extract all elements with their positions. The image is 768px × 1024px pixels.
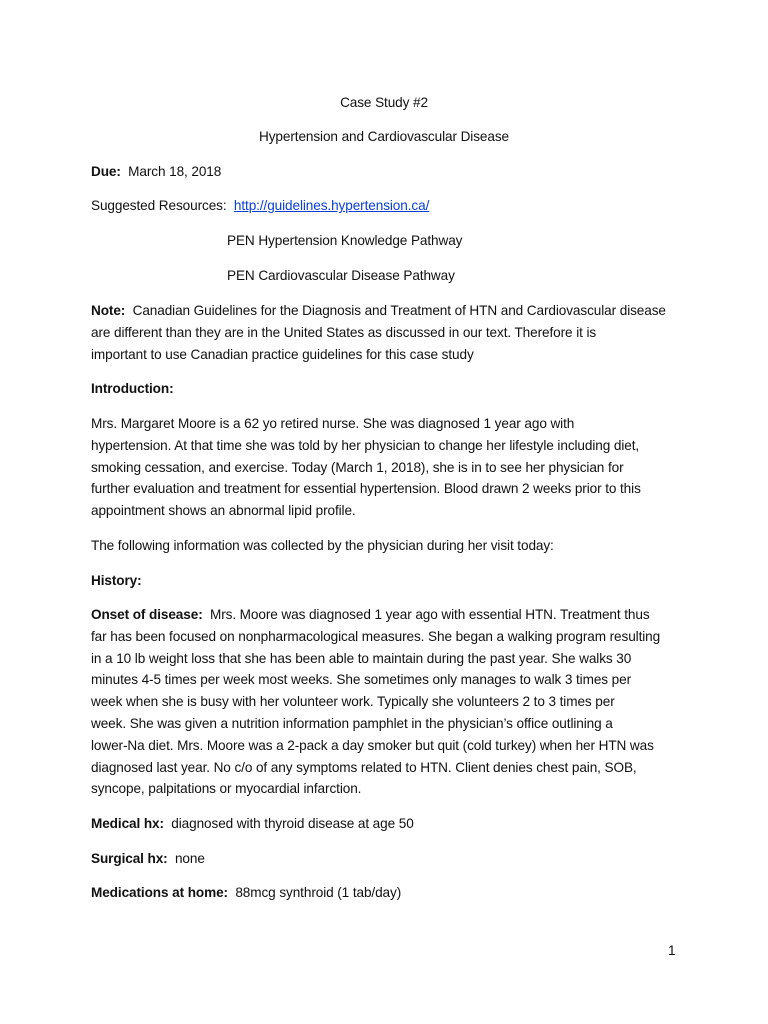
resource-item: PEN Hypertension Knowledge Pathway xyxy=(227,233,463,248)
surgical-history-line xyxy=(91,848,205,870)
introduction-heading: Introduction: xyxy=(91,381,174,396)
surgical-history-value: none xyxy=(174,851,205,866)
resources-label: Suggested Resources: xyxy=(91,198,227,213)
guidelines-link[interactable]: http://guidelines.hypertension.ca/ xyxy=(233,198,430,213)
onset-text: Mrs. Moore was diagnosed 1 year ago with essential HTN. Treatment thus xyxy=(209,607,650,622)
followup-text: The following information was collected by the physician during her visit today: xyxy=(91,538,554,553)
note-paragraph xyxy=(91,300,691,365)
introduction-paragraph xyxy=(91,413,691,522)
due-line xyxy=(91,161,221,183)
medications-label: Medications at home: xyxy=(91,885,228,900)
onset-line: week. She was given a nutrition information pamphlet in the physician’s office outlining a xyxy=(91,715,613,731)
onset-line: week when she is busy with her volunteer work. Typically she volunteers 2 to 3 times per xyxy=(91,694,615,710)
note-line-3: important to use Canadian practice guidelines for this case study xyxy=(91,346,474,362)
note-label: Note: xyxy=(91,303,126,318)
resource-item: PEN Cardiovascular Disease Pathway xyxy=(227,268,455,283)
medications-value: 88mcg synthroid (1 tab/day) xyxy=(235,885,402,900)
history-heading: History: xyxy=(91,573,142,588)
resources-line xyxy=(91,195,429,217)
intro-line: further evaluation and treatment for essential hypertension. Blood drawn 2 weeks prior to this xyxy=(91,481,641,497)
surgical-history-label: Surgical hx: xyxy=(91,851,168,866)
onset-line xyxy=(91,604,691,626)
document-title: Case Study #2 xyxy=(340,95,428,110)
note-line-2: are different than they are in the United States as discussed in our text. Therefore it is xyxy=(91,324,597,340)
onset-line: in a 10 lb weight loss that she has been able to maintain during the past year. She walks 30 xyxy=(91,650,632,666)
medical-history-label: Medical hx: xyxy=(91,816,164,831)
onset-line: lower-Na diet. Mrs. Moore was a 2-pack a day smoker but quit (cold turkey) when her HTN was xyxy=(91,737,654,753)
due-label: Due: xyxy=(91,164,121,179)
onset-line: minutes 4-5 times per week most weeks. She sometimes only manages to walk 3 times per xyxy=(91,672,632,688)
note-text: Canadian Guidelines for the Diagnosis and Treatment of HTN and Cardiovascular disease xyxy=(132,303,666,318)
note-line-1 xyxy=(91,300,691,322)
onset-line: syncope, palpitations or myocardial infarction. xyxy=(91,781,362,797)
intro-line: smoking cessation, and exercise. Today (March 1, 2018), she is in to see her physician for xyxy=(91,459,624,475)
page-number: 1 xyxy=(668,943,676,958)
onset-paragraph xyxy=(91,604,691,800)
intro-line: appointment shows an abnormal lipid profile. xyxy=(91,503,356,519)
intro-line: Mrs. Margaret Moore is a 62 yo retired nurse. She was diagnosed 1 year ago with xyxy=(91,416,575,431)
medications-line xyxy=(91,882,401,904)
onset-label: Onset of disease: xyxy=(91,607,203,622)
due-value: March 18, 2018 xyxy=(128,164,222,179)
intro-line: hypertension. At that time she was told by her physician to change her lifestyle including diet, xyxy=(91,437,640,453)
medical-history-value: diagnosed with thyroid disease at age 50 xyxy=(171,816,414,831)
medical-history-line xyxy=(91,813,414,835)
onset-line: far has been focused on nonpharmacological measures. She began a walking program resulting xyxy=(91,628,661,644)
document-subtitle: Hypertension and Cardiovascular Disease xyxy=(259,129,509,144)
onset-line: diagnosed last year. No c/o of any symptoms related to HTN. Client denies chest pain, SOB, xyxy=(91,759,637,775)
